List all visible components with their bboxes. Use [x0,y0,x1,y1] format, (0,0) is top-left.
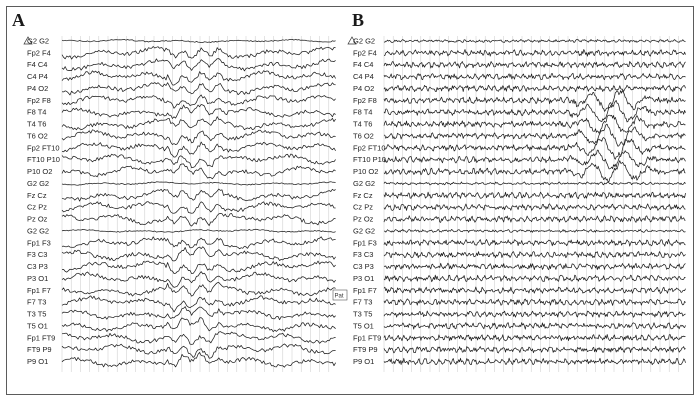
channel-label: T5 O1 [353,321,374,331]
eeg-trace [384,50,686,57]
channel-label: Pz Oz [353,214,374,224]
eeg-trace [62,182,336,186]
eeg-trace [62,130,336,145]
eeg-trace [62,71,336,85]
eeg-trace [62,261,336,274]
eeg-trace [384,40,686,43]
channel-label: Fp1 F3 [27,238,51,248]
channel-label: P4 O2 [353,83,375,93]
eeg-trace [384,240,686,247]
channel-label: Fp1 F7 [27,285,51,295]
eeg-trace [384,323,686,330]
channel-label: P3 O1 [27,273,49,283]
eeg-trace [384,311,686,317]
channel-label: T4 T6 [353,119,373,129]
channel-label: Fz Cz [353,190,373,200]
channel-label: Cz Pz [353,202,374,212]
channel-label: F3 C3 [27,250,48,260]
channel-label: Fp1 F7 [353,285,377,295]
channel-label: G2 G2 [353,178,376,188]
eeg-trace [384,346,686,353]
eeg-trace [384,192,686,199]
channel-label: Fp1 FT9 [353,333,382,343]
eeg-trace [62,47,336,60]
eeg-trace [62,344,336,358]
eeg-trace [384,73,686,79]
eeg-trace [384,124,686,146]
eeg-trace [62,247,336,261]
channel-label: P9 O1 [353,356,375,366]
eeg-trace [62,296,336,312]
eeg-trace [62,164,336,179]
eeg-trace [384,91,686,112]
eeg-trace [62,202,336,214]
channel-label: T5 O1 [27,321,48,331]
eeg-trace [62,83,336,95]
eeg-trace [62,352,336,367]
eeg-panel-a [12,10,347,372]
channel-label: C4 P4 [27,72,48,82]
channel-label: G2 G2 [27,178,50,188]
channel-label: Pz Oz [27,214,48,224]
eeg-trace [62,117,336,130]
channel-label: T3 T5 [27,309,47,319]
channel-label: Fp2 FT10 [27,143,60,153]
eeg-panel-b [348,10,686,372]
eeg-trace [384,204,686,211]
channel-label: FT10 P10 [27,155,60,165]
channel-label: FT9 P9 [353,345,378,355]
eeg-trace [384,216,686,223]
eeg-trace [384,299,686,306]
channel-label: F8 T4 [353,107,373,117]
channel-label: Fp1 F3 [353,238,377,248]
channel-label: P3 O1 [353,273,375,283]
channel-label: T3 T5 [353,309,373,319]
eeg-trace [384,358,686,365]
channel-label: F7 T3 [353,297,373,307]
channel-label: FT10 P10 [353,155,386,165]
eeg-trace [384,115,686,133]
channel-label: F8 T4 [27,107,47,117]
eeg-trace [384,335,686,342]
eeg-trace [62,59,336,71]
channel-label: T4 T6 [27,119,47,129]
eeg-trace [62,283,336,297]
channel-label: P4 O2 [27,83,49,93]
eeg-trace [384,252,686,258]
channel-label: P9 O1 [27,356,49,366]
eeg-trace [62,39,336,42]
channel-label: Fp2 FT10 [353,143,386,153]
channel-label: F4 C4 [353,60,374,70]
eeg-trace [384,138,686,160]
channel-label: Fp2 F8 [353,95,377,105]
channel-label: Cz Pz [27,202,48,212]
eeg-trace [62,213,336,226]
channel-label: G2 G2 [27,226,50,236]
eeg-trace [62,189,336,201]
channel-label: C4 P4 [353,72,374,82]
panel-letter: A [12,10,25,30]
panel-letter: B [352,10,365,30]
channel-label: Fp2 F4 [353,48,377,58]
channel-label: FT9 P9 [27,345,52,355]
channel-label: F3 C3 [353,250,374,260]
eeg-trace [384,61,686,68]
eeg-trace [62,307,336,320]
channel-label: F4 C4 [27,60,48,70]
channel-label: T6 O2 [27,131,48,141]
channel-label: C3 P3 [27,262,48,272]
channel-label: P10 O2 [353,167,379,177]
eeg-trace [62,105,336,119]
eeg-trace [384,182,686,185]
eeg-trace [62,332,336,345]
channel-label: Fz Cz [27,190,47,200]
eeg-trace [384,229,686,232]
eeg-trace [62,318,336,332]
eeg-trace [384,150,686,169]
eeg-trace [62,272,336,288]
channel-label: Fp2 F8 [27,95,51,105]
channel-label: Fp1 FT9 [27,333,56,343]
channel-label: P10 O2 [27,167,53,177]
eeg-trace [62,142,336,157]
event-marker-label: Pat [334,293,344,300]
eeg-trace [384,287,686,294]
eeg-trace [384,263,686,270]
channel-label: F7 T3 [27,297,47,307]
channel-label: T6 O2 [353,131,374,141]
channel-label: G2 G2 [27,36,50,46]
figure-frame [7,7,694,395]
channel-label: C3 P3 [353,262,374,272]
eeg-trace [384,85,686,92]
eeg-trace [384,275,686,282]
eeg-trace [62,229,336,232]
channel-label: G2 G2 [353,226,376,236]
channel-label: G2 G2 [353,36,376,46]
eeg-trace [62,154,336,168]
channel-label: Fp2 F4 [27,48,51,58]
eeg-trace [62,237,336,249]
